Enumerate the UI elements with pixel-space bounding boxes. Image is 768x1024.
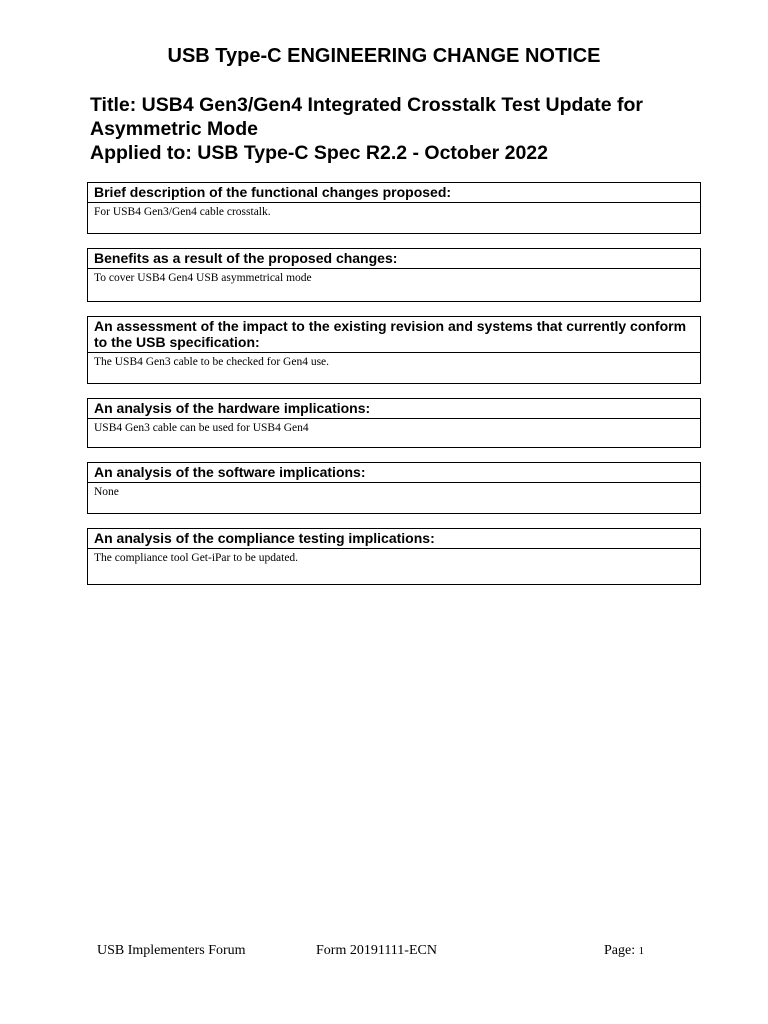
footer-form: Form 20191111-ECN (316, 943, 437, 958)
applied-to-line: Applied to: USB Type-C Spec R2.2 - October 2022 (90, 142, 548, 164)
section-functional-changes (87, 182, 701, 234)
section-heading: An assessment of the impact to the existing revision and systems that currently conform to the USB specification: (88, 317, 700, 353)
section-benefits (87, 248, 701, 302)
footer-page (604, 943, 644, 959)
title-line-1: Title: USB4 Gen3/Gen4 Integrated Crosstalk Test Update for (90, 94, 643, 116)
section-body: USB4 Gen3 cable can be used for USB4 Gen4 (94, 422, 309, 434)
section-heading: An analysis of the software implications: (88, 463, 700, 483)
section-heading: Benefits as a result of the proposed changes: (88, 249, 700, 269)
footer-page-number: 1 (638, 945, 645, 957)
section-body: For USB4 Gen3/Gen4 cable crosstalk. (94, 206, 271, 218)
section-body: None (94, 486, 119, 498)
section-body: To cover USB4 Gen4 USB asymmetrical mode (94, 272, 312, 284)
section-body: The USB4 Gen3 cable to be checked for Gen4 use. (94, 356, 330, 368)
ecn-sections (87, 182, 701, 599)
section-body: The compliance tool Get-iPar to be updated. (94, 552, 299, 564)
section-heading: An analysis of the hardware implications: (88, 399, 700, 419)
footer-org: USB Implementers Forum (97, 943, 246, 958)
section-software-implications (87, 462, 701, 514)
section-compliance-testing (87, 528, 701, 585)
title-block (90, 93, 730, 165)
section-impact-assessment (87, 316, 701, 384)
footer-page-label: Page: (604, 943, 636, 958)
section-hardware-implications (87, 398, 701, 448)
notice-header: USB Type-C ENGINEERING CHANGE NOTICE (167, 45, 601, 67)
title-line-2: Asymmetric Mode (90, 118, 258, 140)
section-heading: Brief description of the functional changes proposed: (88, 183, 700, 203)
section-heading: An analysis of the compliance testing implications: (88, 529, 700, 549)
